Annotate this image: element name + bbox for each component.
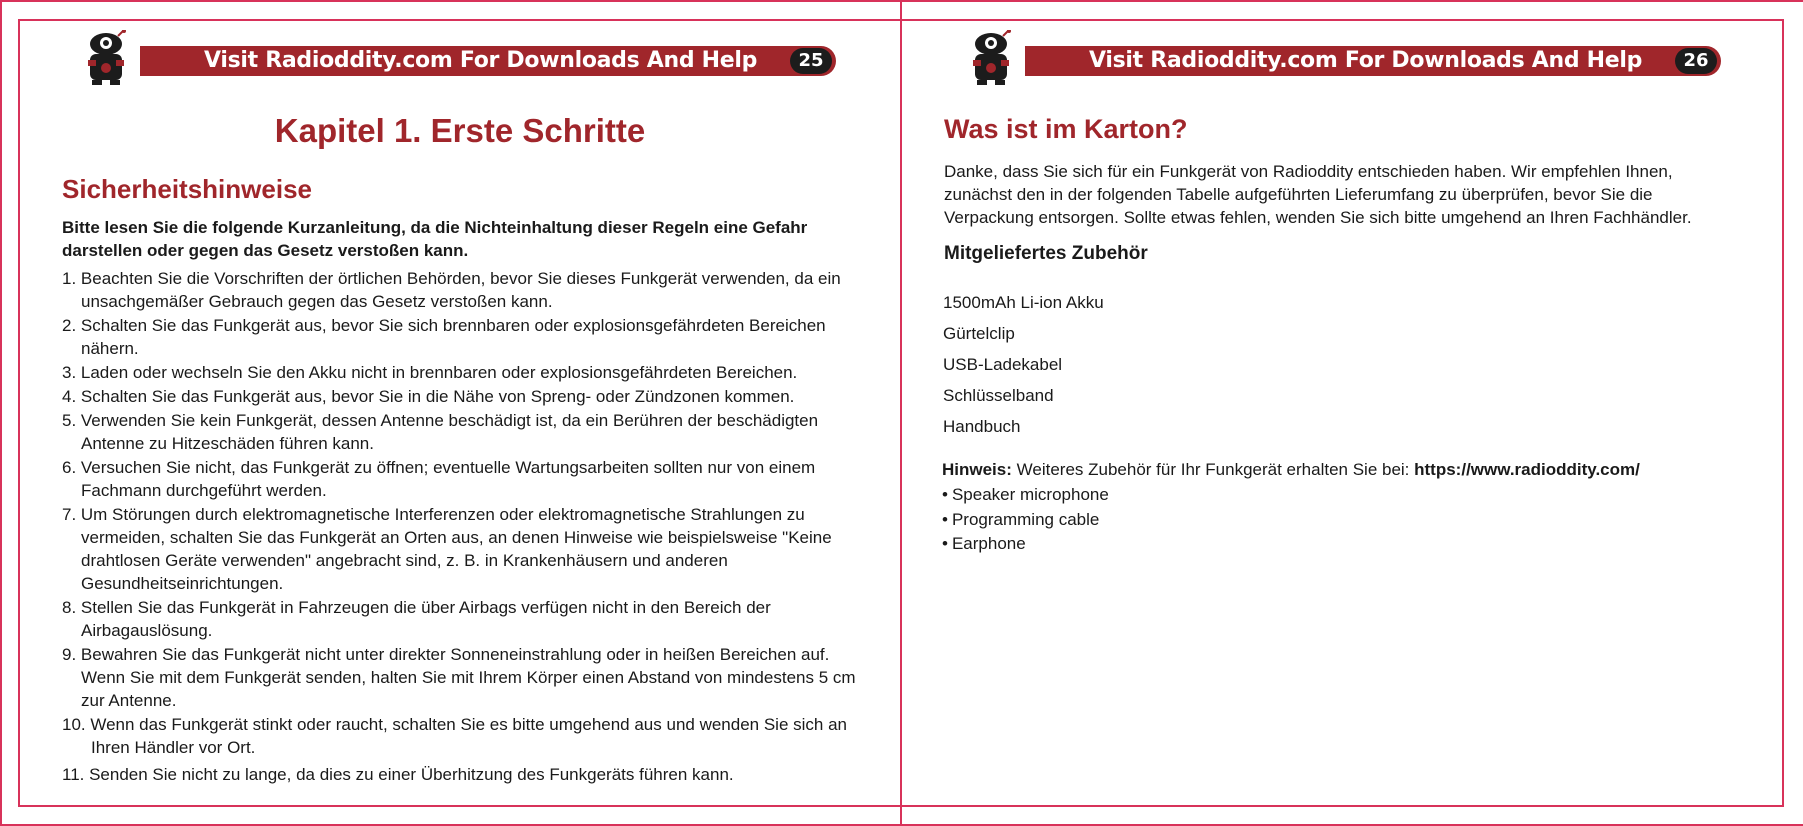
list-item bbox=[942, 508, 1109, 533]
list-item: 1. Beachten Sie die Vorschriften der örtlichen Behörden, bevor Sie dieses Funkgerät verwenden, da ein unsachgemäßer Gebrauch gegen das Gesetz verstoßen kann. bbox=[62, 269, 841, 311]
list-item: 3. Laden oder wechseln Sie den Akku nicht in brennbaren oder explosionsgefährdeten Bereichen. bbox=[62, 363, 798, 382]
list-item: 6. Versuchen Sie nicht, das Funkgerät zu öffnen; eventuelle Wartungsarbeiten sollten nur von einem Fachmann durchgeführt werden. bbox=[62, 458, 816, 500]
accessories-list bbox=[943, 287, 1104, 442]
list-item: 5. Verwenden Sie kein Funkgerät, dessen Antenne beschädigt ist, da ein Berühren der beschädigten Antenne zu Hitzeschäden führen kann. bbox=[62, 411, 819, 453]
robot-mascot-icon bbox=[969, 30, 1021, 88]
bullet-icon: • bbox=[942, 485, 948, 504]
banner-text: Visit Radioddity.com For Downloads And Help bbox=[1089, 48, 1643, 73]
list-item: Handbuch bbox=[943, 417, 1021, 436]
bullet-icon: • bbox=[942, 509, 948, 529]
accessories-subtitle: Mitgeliefertes Zubehör bbox=[944, 243, 1148, 264]
page-number-badge: 25 bbox=[790, 48, 832, 74]
list-item bbox=[942, 483, 1109, 508]
box-contents-intro: Danke, dass Sie sich für ein Funkgerät von Radioddity entschieden haben. Wir empfehlen Ihnen, zunächst den in der folgenden Tabelle aufgeführten Lieferumfang zu überprüfen, bevor Sie die Verpackung entsorgen. Sollte etwas fehlen, wenden Sie sich bitte umgehend an Ihren Fachhändler. bbox=[944, 162, 1692, 227]
section-title: Sicherheitshinweise bbox=[62, 174, 312, 204]
list-item: Gürtelclip bbox=[943, 324, 1015, 343]
list-item: 10. Wenn das Funkgerät stinkt oder raucht, schalten Sie es bitte umgehend aus und wenden Sie sich an Ihren Händler vor Ort. bbox=[62, 715, 848, 757]
list-item: 11. Senden Sie nicht zu lange, da dies zu einer Überhitzung des Funkgeräts führen kann. bbox=[62, 765, 734, 784]
list-item: 2. Schalten Sie das Funkgerät aus, bevor Sie sich brennbaren oder explosionsgefährdeten Bereichen nähern. bbox=[62, 316, 826, 358]
chapter-title: Kapitel 1. Erste Schritte bbox=[274, 112, 646, 149]
page-left bbox=[0, 0, 900, 826]
robot-mascot-icon bbox=[84, 30, 136, 88]
banner-bar bbox=[140, 46, 836, 76]
list-item-label: Earphone bbox=[951, 534, 1026, 553]
banner-text: Visit Radioddity.com For Downloads And Help bbox=[204, 48, 758, 73]
bullet-icon: • bbox=[942, 534, 948, 553]
list-item: Schlüsselband bbox=[943, 386, 1054, 405]
page-number-badge: 26 bbox=[1675, 48, 1717, 74]
list-item: 8. Stellen Sie das Funkgerät in Fahrzeugen die über Airbags verfügen nicht in den Bereich der Airbagauslösung. bbox=[62, 598, 771, 640]
header-banner bbox=[84, 30, 836, 88]
header-banner bbox=[969, 30, 1721, 88]
accessory-note bbox=[942, 458, 1762, 481]
list-item: 4. Schalten Sie das Funkgerät aus, bevor Sie in die Nähe von Spreng- oder Zündzonen kommen. bbox=[62, 387, 795, 406]
banner-bar bbox=[1025, 46, 1721, 76]
list-item: 9. Bewahren Sie das Funkgerät nicht unter direkter Sonneneinstrahlung oder in heißen Bereichen auf. Wenn Sie mit dem Funkgerät senden, halten Sie mit Ihrem Körper einen Abstand von mindestens 5 cm zur Antenne. bbox=[62, 645, 856, 710]
safety-intro: Bitte lesen Sie die folgende Kurzanleitung, da die Nichteinhaltung dieser Regeln eine Gefahr darstellen oder gegen das Gesetz verstoßen kann. bbox=[62, 218, 808, 260]
radioddity-link[interactable]: https://www.radioddity.com/ bbox=[1414, 460, 1640, 479]
list-item bbox=[942, 532, 1109, 557]
list-item: 1500mAh Li-ion Akku bbox=[943, 293, 1104, 312]
list-item: 7. Um Störungen durch elektromagnetische Interferenzen oder elektromagnetische Strahlungen zu vermeiden, schalten Sie das Funkgerät an Orten aus, an denen Hinweise wie beispielsweise "Keine drahtlosen Geräte verwenden" angebracht sind, z. B. in Krankenhäusern und anderen Gesundheitseinrichtungen. bbox=[62, 505, 832, 593]
box-contents-title: Was ist im Karton? bbox=[944, 114, 1188, 144]
list-item: USB-Ladekabel bbox=[943, 355, 1063, 374]
list-item-label: Speaker microphone bbox=[951, 485, 1109, 504]
note-text: Weiteres Zubehör für Ihr Funkgerät erhalten Sie bei: bbox=[1011, 460, 1415, 479]
note-label: Hinweis: bbox=[942, 460, 1012, 479]
list-item-label: Programming cable bbox=[951, 509, 1100, 529]
safety-rules-list bbox=[62, 267, 864, 787]
optional-accessories-list bbox=[942, 483, 1109, 557]
